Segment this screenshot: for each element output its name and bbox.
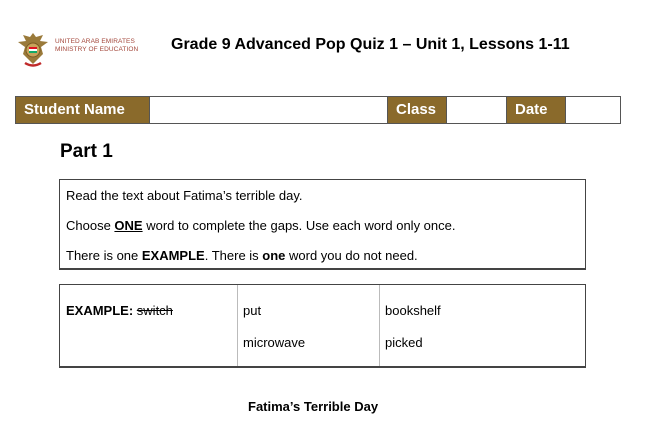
uae-emblem-icon [16, 30, 50, 70]
student-name-label: Student Name [15, 96, 150, 124]
ministry-name [55, 38, 138, 54]
quiz-title: Grade 9 Advanced Pop Quiz 1 – Unit 1, Lessons 1-11 [171, 36, 570, 53]
instruction-line-1: Read the text about Fatima’s terrible day. [66, 188, 303, 203]
instruction-bold: EXAMPLE [141, 248, 205, 263]
class-label: Class [387, 96, 447, 124]
ministry-logo [16, 30, 141, 70]
date-label: Date [506, 96, 566, 124]
example-word: switch [136, 303, 173, 318]
story-title: Fatima’s Terrible Day [248, 399, 379, 414]
example-label: EXAMPLE: [66, 303, 134, 318]
class-field[interactable] [446, 96, 507, 124]
ministry-line-2: MINISTRY OF EDUCATION [55, 46, 139, 53]
instruction-text: word to complete the gaps. Use each word only once. [142, 218, 456, 233]
word-bank-item: bookshelf [385, 303, 441, 318]
word-bank-item: picked [385, 335, 423, 350]
instruction-emphasis: ONE [114, 218, 143, 233]
word-bank-item: microwave [243, 335, 306, 350]
word-bank-box [59, 284, 586, 368]
student-info-bar [15, 96, 620, 124]
instruction-text: word you do not need. [285, 248, 418, 263]
instructions-box [59, 179, 586, 270]
part-title: Part 1 [60, 141, 113, 162]
instruction-line-3 [66, 248, 418, 263]
student-name-field[interactable] [149, 96, 388, 124]
instruction-text: . There is [204, 248, 263, 263]
word-bank-item: put [243, 303, 262, 318]
instruction-line-2 [66, 218, 456, 233]
column-divider [237, 285, 238, 366]
date-field[interactable] [565, 96, 621, 124]
example-entry [66, 303, 173, 318]
instruction-text: Choose [66, 218, 115, 233]
instruction-text: There is one [66, 248, 142, 263]
instruction-bold: one [262, 248, 286, 263]
ministry-line-1: UNITED ARAB EMIRATES [55, 38, 135, 45]
column-divider [379, 285, 380, 366]
